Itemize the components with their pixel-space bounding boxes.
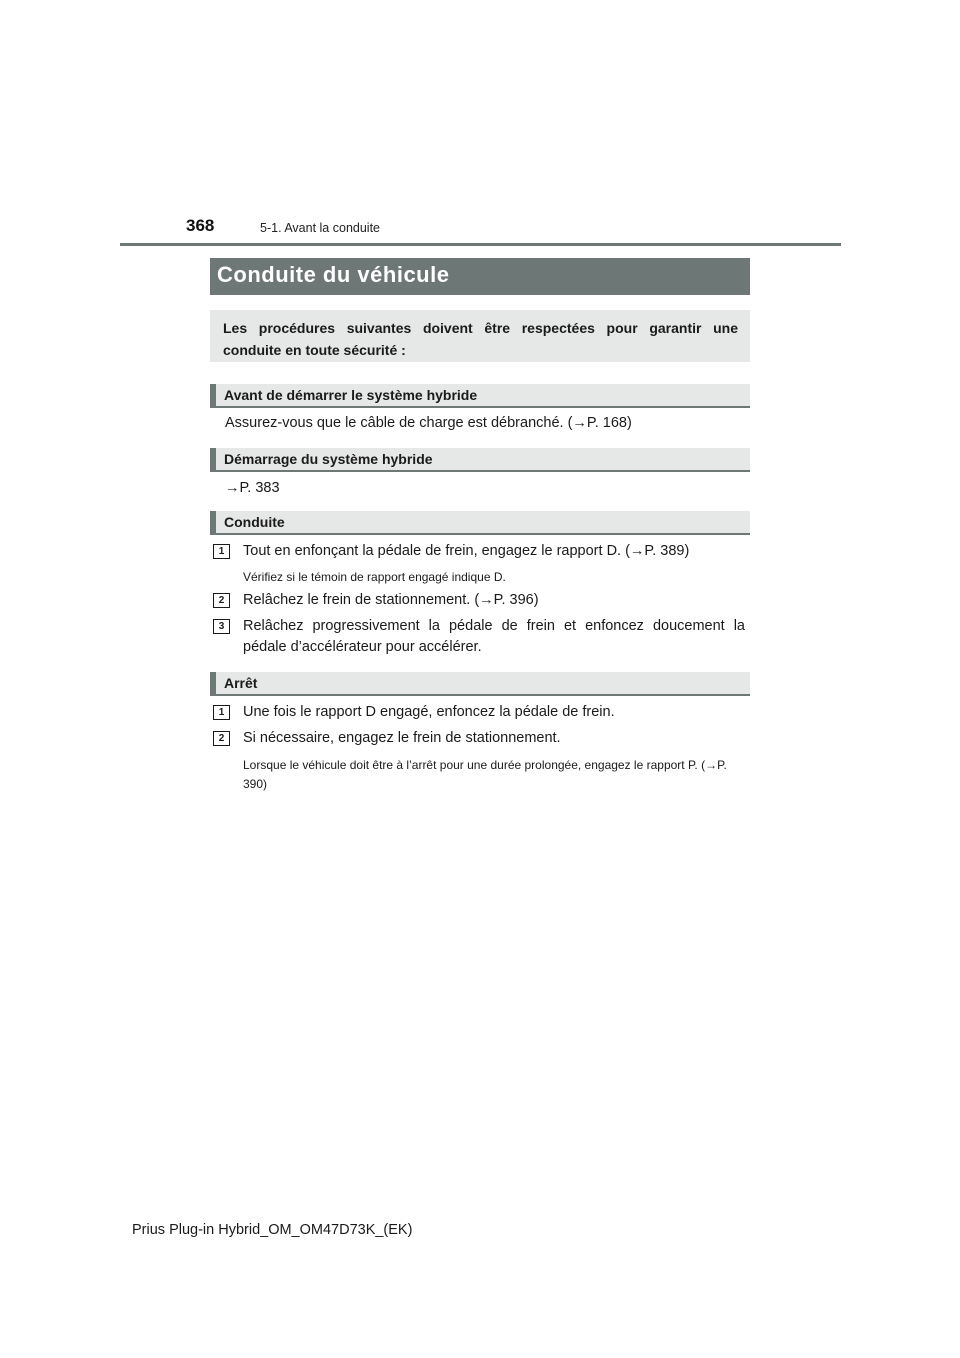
driving-step-2: Relâchez le frein de stationnement. (→P. 396) — [243, 592, 539, 608]
page-title: Conduite du véhicule — [210, 258, 750, 295]
intro-box: Les procédures suivantes doivent être respectées pour garantir une conduite en toute sécurité : — [210, 310, 750, 362]
document-footer: Prius Plug-in Hybrid_OM_OM47D73K_(EK) — [132, 1222, 413, 1238]
starting-text: →P. 383 — [225, 480, 280, 496]
step-number-badge: 3 — [213, 619, 230, 634]
subheading-stopping: Arrêt — [210, 672, 750, 696]
before-start-text: Assurez-vous que le câble de charge est débranché. (→P. 168) — [225, 415, 632, 431]
step-number-badge: 1 — [213, 544, 230, 559]
breadcrumb: 5-1. Avant la conduite — [260, 221, 380, 235]
subheading-before-start: Avant de démarrer le système hybride — [210, 384, 750, 408]
page-number: 368 — [186, 216, 215, 235]
subheading-starting: Démarrage du système hybride — [210, 448, 750, 472]
step-number-badge: 1 — [213, 705, 230, 720]
driving-step-1: Tout en enfonçant la pédale de frein, engagez le rapport D. (→P. 389) — [243, 543, 690, 559]
driving-step-3: Relâchez progressivement la pédale de frein et enfoncez doucement la pédale d’accélérateur pour accélérer. — [243, 618, 745, 655]
driving-note: Vérifiez si le témoin de rapport engagé indique D. — [243, 570, 506, 584]
step-number-badge: 2 — [213, 593, 230, 608]
subheading-driving: Conduite — [210, 511, 750, 535]
stopping-step-1: Une fois le rapport D engagé, enfoncez la pédale de frein. — [243, 704, 615, 720]
step-number-badge: 2 — [213, 731, 230, 746]
stopping-step-2: Si nécessaire, engagez le frein de stationnement. — [243, 730, 561, 746]
stopping-note: Lorsque le véhicule doit être à l’arrêt pour une durée prolongée, engagez le rapport P. (→P. 390) — [243, 758, 727, 791]
header-divider — [120, 243, 841, 246]
